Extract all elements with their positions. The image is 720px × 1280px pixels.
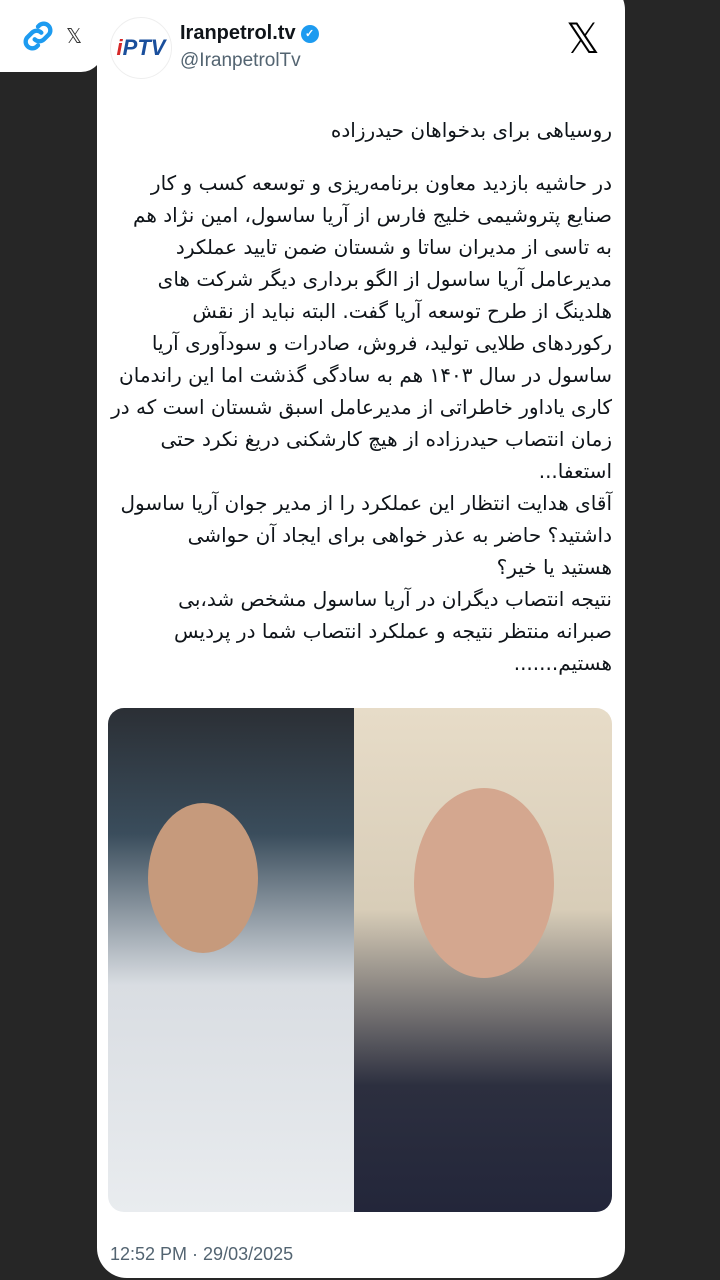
text-line: کاری یاداور خاطراتی از مدیرعامل اسبق شستان است که در [111, 395, 612, 419]
text-line: داشتید؟ حاضر به عذر خواهی برای ایجاد آن حواشی [187, 523, 612, 547]
share-bar [0, 0, 103, 72]
display-name[interactable]: Iranpetrol.tv ✓ [180, 22, 319, 45]
timestamp[interactable]: 12:52 PM · 29/03/2025 [110, 1244, 294, 1264]
text-line: صنایع پتروشیمی خلیج فارس از آریا ساسول، امین نژاد هم [133, 203, 612, 227]
tweet-title: روسیاهی برای بدخواهان حیدرزاده [330, 118, 612, 142]
photo-left [108, 708, 354, 1212]
text-line: مدیرعامل آریا ساسول از الگو برداری دیگر شرکت های [157, 267, 612, 291]
verified-badge-icon: ✓ [301, 25, 319, 43]
x-platform-icon[interactable]: 𝕏 [66, 24, 83, 48]
photo-right [354, 708, 612, 1212]
user-handle[interactable]: @IranpetrolTv [180, 50, 301, 71]
x-logo-icon: 𝕏 [566, 14, 600, 63]
tweet-image[interactable] [108, 708, 612, 1212]
text-line: به تاسی از مدیران ساتا و شستان ضمن تایید عملکرد [175, 235, 612, 259]
text-line: هستیم....... [513, 651, 612, 675]
text-line: ساسول در سال ۱۴۰۳ هم به سادگی گذشت اما این راندمان [119, 363, 612, 387]
tweet-text [111, 114, 612, 679]
text-line: زمان انتصاب حیدرزاده از هیچ کارشکنی دریغ نکرد حتی [160, 427, 612, 451]
text-line: رکوردهای طلایی تولید، فروش، صادرات و سودآوری آریا [151, 331, 612, 355]
link-icon[interactable] [18, 16, 58, 56]
text-line: آقای هدایت انتظار این عملکرد را از مدیر جوان آریا ساسول [120, 491, 612, 515]
text-line: هستید یا خیر؟ [496, 555, 612, 579]
avatar[interactable] [110, 17, 172, 79]
text-line: استعفا... [538, 459, 612, 483]
text-line: نتیجه انتصاب دیگران در آریا ساسول مشخص شد،بی [178, 587, 612, 611]
text-line: در حاشیه بازدید معاون برنامه‌ریزی و توسعه کسب و کار [150, 171, 612, 195]
text-line: صبرانه منتظر نتیجه و عملکرد انتصاب شما در پردیس [174, 619, 612, 643]
avatar-logo: iPTV [116, 35, 166, 60]
text-line: هلدینگ از طرح توسعه آریا گفت. البته نباید از نقش [192, 299, 612, 323]
